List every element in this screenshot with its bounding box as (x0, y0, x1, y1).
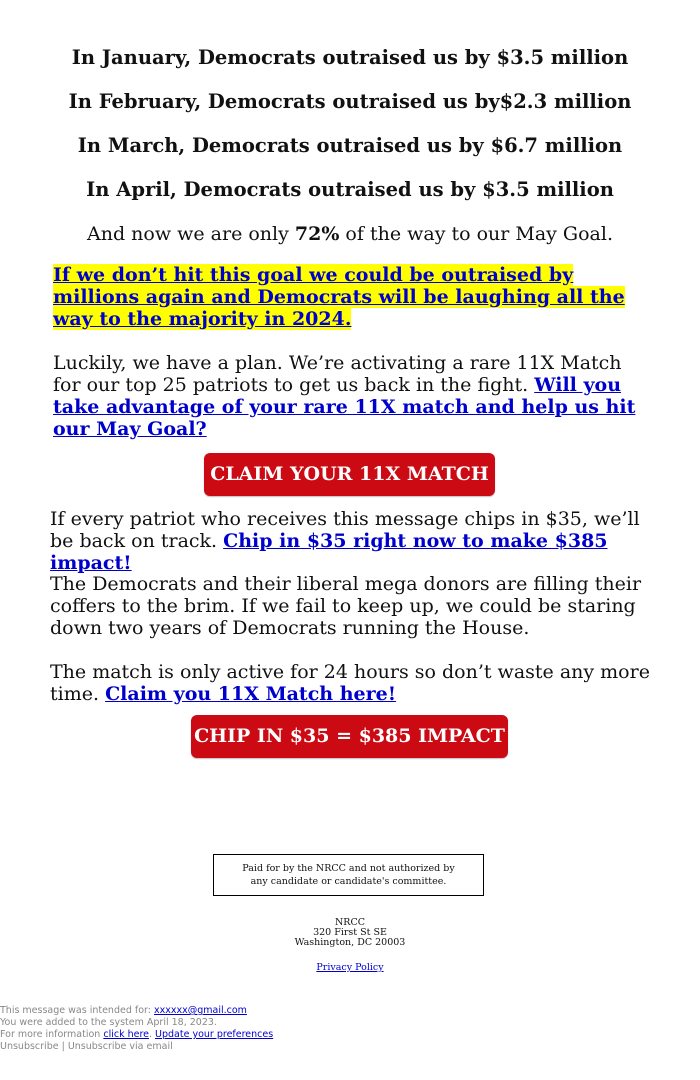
claim-match-button[interactable]: CLAIM YOUR 11X MATCH (204, 453, 495, 496)
footer-intended (0, 1005, 247, 1017)
footer-added: You were added to the system April 18, 2023. (0, 1017, 217, 1028)
plan-paragraph (53, 352, 653, 440)
chip-in-link[interactable]: Chip in $35 right now to make $385 impact! (50, 530, 608, 574)
take-advantage-link[interactable]: Will you take advantage of your rare 11X match and help us hit our May Goal? (53, 374, 636, 440)
warning-paragraph (53, 264, 653, 330)
plan-text: Luckily, we have a plan. We’re activating a rare 11X Match for our top 25 patriots to get us back in the fight. (53, 352, 622, 396)
update-preferences-link[interactable]: Update your preferences (155, 1029, 274, 1040)
claim-match-link[interactable]: Claim you 11X Match here! (105, 683, 397, 705)
progress-percent: 72% (294, 223, 340, 245)
footer-unsubscribe (0, 1041, 173, 1053)
chip-text: If every patriot who receives this message chips in $35, we’ll be back on track. (50, 508, 640, 552)
privacy-policy-row (0, 962, 700, 973)
chip-in-35-button[interactable]: CHIP IN $35 = $385 IMPACT (191, 715, 508, 758)
goal-progress-text (0, 223, 700, 245)
footer-info-prefix: For more information (0, 1029, 104, 1040)
address-org: NRCC (334, 917, 365, 928)
footer-separator: . (149, 1029, 156, 1040)
headline-january: In January, Democrats outraised us by $3.5 million (71, 46, 629, 69)
address-city: Washington, DC 20003 (294, 937, 406, 948)
progress-prefix: And now we are only (86, 223, 295, 245)
headline-february: In February, Democrats outraised us by$2.3 million (68, 90, 632, 113)
address-street: 320 First St SE (313, 927, 387, 938)
progress-suffix: of the way to our May Goal. (339, 223, 613, 245)
headline-march: In March, Democrats outraised us by $6.7 million (77, 134, 623, 157)
donors-paragraph: The Democrats and their liberal mega donors are filling their coffers to the brim. If we fail to keep up, we could be staring down two years of Democrats running the House. (50, 573, 642, 639)
footer-email-link[interactable]: xxxxxx@gmail.com (154, 1005, 247, 1016)
match-text: The match is only active for 24 hours so don’t waste any more time. (50, 661, 650, 705)
chip-paragraph (50, 508, 650, 574)
match-paragraph (50, 661, 660, 705)
footer-pipe: | (58, 1041, 68, 1052)
click-here-link[interactable]: click here (103, 1029, 149, 1040)
warning-link[interactable]: If we don’t hit this goal we could be outraised by millions again and Democrats will be laughing all the way to the majority in 2024. (53, 264, 625, 330)
footer-intended-prefix: This message was intended for: (0, 1005, 154, 1016)
headline-april: In April, Democrats outraised us by $3.5 million (86, 178, 614, 201)
unsubscribe-link[interactable]: Unsubscribe (0, 1041, 59, 1052)
privacy-policy-link[interactable]: Privacy Policy (316, 962, 384, 973)
unsubscribe-email-link[interactable]: Unsubscribe via email (67, 1041, 173, 1052)
paid-for-disclaimer: Paid for by the NRCC and not authorized by any candidate or candidate's committee. (213, 854, 484, 896)
footer-info (0, 1029, 273, 1041)
